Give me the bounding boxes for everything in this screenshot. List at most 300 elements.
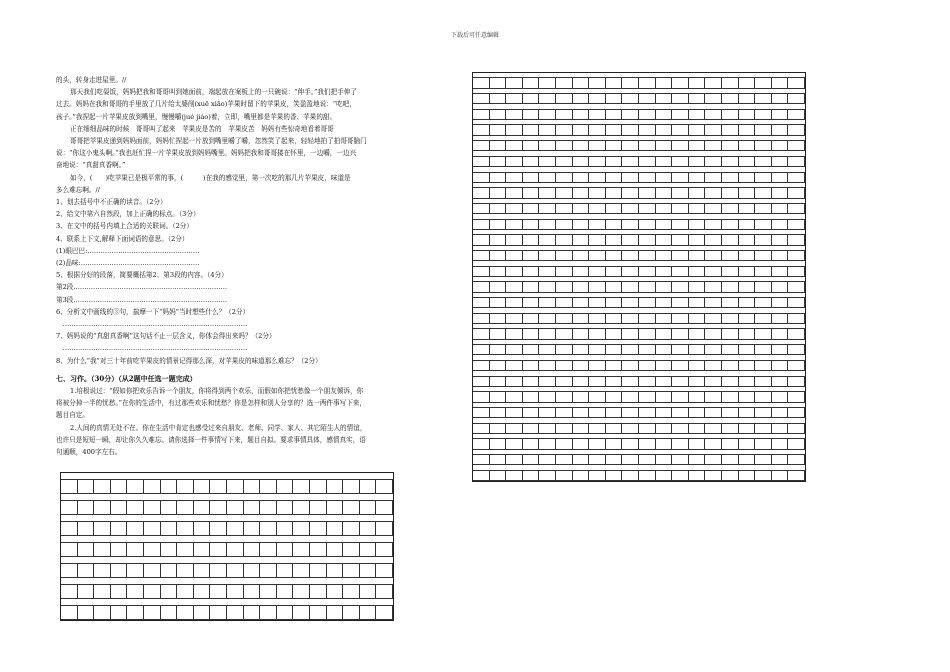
grid-cell <box>343 479 360 494</box>
grid-cell <box>473 470 490 481</box>
grid-cell <box>772 297 789 308</box>
grid-cell <box>194 521 211 536</box>
grid-cell <box>94 584 111 599</box>
grid-cell <box>589 266 606 277</box>
grid-cell <box>589 360 606 371</box>
grid-cell <box>656 313 673 324</box>
grid-cell <box>772 438 789 449</box>
grid-cell <box>78 542 95 557</box>
grid-cell <box>78 605 95 620</box>
grid-cell <box>227 542 244 557</box>
grid-cell <box>788 156 805 167</box>
grid-cell <box>473 297 490 308</box>
grid-cell <box>606 219 623 230</box>
grid-cell <box>772 124 789 135</box>
grid-cell <box>473 423 490 434</box>
grid-cell <box>639 203 656 214</box>
grid-cell <box>622 93 639 104</box>
grid-cell <box>755 407 772 418</box>
grid-cell <box>722 313 739 324</box>
grid-cell <box>639 391 656 402</box>
grid-cell <box>672 376 689 387</box>
grid-cell <box>705 219 722 230</box>
grid-cell <box>639 438 656 449</box>
grid-cell <box>473 77 490 88</box>
grid-cell <box>672 140 689 151</box>
text-line: 5、根据分好的段落，简要概括第2、第3段的内容。（4分） <box>56 271 228 280</box>
grid-cell <box>656 391 673 402</box>
grid-cell <box>506 470 523 481</box>
grid-cell <box>622 454 639 465</box>
grid-cell <box>788 203 805 214</box>
grid-cell <box>722 391 739 402</box>
grid-cell <box>127 605 144 620</box>
text-line: 4、联系上下文,解释下面词语的意思。（2分） <box>56 234 189 243</box>
grid-cell <box>490 140 507 151</box>
grid-cell <box>490 360 507 371</box>
grid-cell <box>705 77 722 88</box>
grid-cell <box>656 187 673 198</box>
grid-cell <box>606 203 623 214</box>
grid-cell <box>573 250 590 261</box>
grid-cell <box>739 376 756 387</box>
grid-cell <box>622 344 639 355</box>
grid-cell <box>210 542 227 557</box>
grid-cell <box>606 438 623 449</box>
grid-cell <box>689 407 706 418</box>
grid-cell <box>310 542 327 557</box>
grid-cell <box>772 281 789 292</box>
grid-cell <box>177 584 194 599</box>
grid-cell <box>705 391 722 402</box>
grid-cell <box>772 93 789 104</box>
grid-cell <box>739 360 756 371</box>
grid-cell <box>144 479 161 494</box>
grid-cell <box>722 250 739 261</box>
grid-cell <box>556 250 573 261</box>
grid-cell <box>656 328 673 339</box>
grid-cell <box>360 605 377 620</box>
grid-cell <box>672 93 689 104</box>
grid-cell <box>755 187 772 198</box>
grid-cell <box>722 281 739 292</box>
grid-cell <box>556 140 573 151</box>
grid-cell <box>589 203 606 214</box>
grid-cell <box>689 156 706 167</box>
grid-cell <box>539 172 556 183</box>
text-line: 6、分析文中画线的③句，揣摩一下“妈妈”当时想些什么？（2分） <box>56 307 250 316</box>
grid-cell <box>772 344 789 355</box>
grid-cell <box>622 172 639 183</box>
grid-cell <box>376 500 393 515</box>
grid-cell <box>556 297 573 308</box>
grid-cell <box>589 328 606 339</box>
grid-cell <box>490 344 507 355</box>
grid-cell <box>573 438 590 449</box>
grid-cell <box>622 297 639 308</box>
grid-cell <box>589 313 606 324</box>
grid-cell <box>127 500 144 515</box>
grid-cell <box>672 470 689 481</box>
grid-cell <box>788 407 805 418</box>
grid-cell <box>293 542 310 557</box>
grid-cell <box>573 454 590 465</box>
grid-cell <box>490 470 507 481</box>
grid-cell <box>672 266 689 277</box>
grid-cell <box>639 344 656 355</box>
grid-cell <box>755 438 772 449</box>
grid-cell <box>490 438 507 449</box>
grid-cell <box>606 454 623 465</box>
grid-cell <box>343 563 360 578</box>
grid-cell <box>473 93 490 104</box>
grid-cell <box>656 360 673 371</box>
grid-cell <box>772 250 789 261</box>
grid-cell <box>506 93 523 104</box>
grid-cell <box>210 584 227 599</box>
grid-cell <box>556 423 573 434</box>
grid-cell <box>788 360 805 371</box>
grid-cell <box>523 360 540 371</box>
grid-cell <box>705 313 722 324</box>
grid-cell <box>260 542 277 557</box>
grid-cell <box>111 584 128 599</box>
grid-cell <box>78 500 95 515</box>
grid-cell <box>573 407 590 418</box>
grid-cell <box>539 391 556 402</box>
grid-cell <box>739 438 756 449</box>
grid-cell <box>293 584 310 599</box>
grid-cell <box>755 328 772 339</box>
grid-cell <box>788 297 805 308</box>
grid-cell <box>573 172 590 183</box>
grid-cell <box>739 313 756 324</box>
grid-cell <box>523 376 540 387</box>
grid-cell <box>755 109 772 120</box>
grid-cell <box>360 542 377 557</box>
reading-passage-and-questions <box>56 74 456 458</box>
grid-cell <box>639 470 656 481</box>
grid-cell <box>506 328 523 339</box>
grid-cell <box>589 124 606 135</box>
grid-cell <box>639 266 656 277</box>
grid-cell <box>490 266 507 277</box>
grid-cell <box>705 281 722 292</box>
grid-cell <box>94 542 111 557</box>
grid-cell <box>622 376 639 387</box>
grid-cell <box>689 219 706 230</box>
grid-cell <box>639 219 656 230</box>
grid-cell <box>788 140 805 151</box>
grid-cell <box>310 500 327 515</box>
grid-cell <box>656 140 673 151</box>
grid-cell <box>506 376 523 387</box>
grid-cell <box>573 77 590 88</box>
grid-cell <box>227 584 244 599</box>
grid-cell <box>473 172 490 183</box>
grid-cell <box>656 281 673 292</box>
grid-cell <box>490 219 507 230</box>
grid-cell <box>523 266 540 277</box>
grid-cell <box>573 93 590 104</box>
grid-cell <box>788 109 805 120</box>
grid-cell <box>722 266 739 277</box>
grid-cell <box>376 542 393 557</box>
grid-cell <box>573 313 590 324</box>
grid-cell <box>78 521 95 536</box>
grid-cell <box>656 219 673 230</box>
grid-cell <box>127 563 144 578</box>
grid-cell <box>656 266 673 277</box>
grid-cell <box>573 297 590 308</box>
grid-cell <box>705 470 722 481</box>
grid-cell <box>689 266 706 277</box>
grid-cell <box>127 542 144 557</box>
grid-cell <box>523 407 540 418</box>
grid-cell <box>755 423 772 434</box>
grid-cell <box>260 521 277 536</box>
grid-cell <box>788 438 805 449</box>
grid-cell <box>556 234 573 245</box>
grid-cell <box>739 77 756 88</box>
grid-cell <box>473 109 490 120</box>
grid-cell <box>473 407 490 418</box>
text-line: 2、给文中第六自然段，加上正确的标点。（3分） <box>56 210 200 219</box>
grid-cell <box>194 500 211 515</box>
grid-cell <box>656 124 673 135</box>
grid-cell <box>506 391 523 402</box>
grid-cell <box>490 423 507 434</box>
grid-cell <box>556 470 573 481</box>
grid-cell <box>722 219 739 230</box>
grid-cell <box>556 438 573 449</box>
grid-cell <box>61 542 78 557</box>
grid-cell <box>177 605 194 620</box>
grid-cell <box>788 328 805 339</box>
grid-cell <box>94 563 111 578</box>
grid-cell <box>556 281 573 292</box>
grid-cell <box>506 438 523 449</box>
grid-cell <box>606 250 623 261</box>
grid-cell <box>689 109 706 120</box>
grid-cell <box>755 297 772 308</box>
grid-cell <box>277 521 294 536</box>
grid-cell <box>739 407 756 418</box>
grid-cell <box>556 93 573 104</box>
grid-cell <box>61 605 78 620</box>
text-line: 2.人间的真情无处不在。你在生活中肯定也感受过来自朋友、老师、同学、家人、其它陌生人的情谊， <box>70 423 367 432</box>
grid-cell <box>177 521 194 536</box>
grid-cell <box>573 328 590 339</box>
grid-cell <box>755 203 772 214</box>
grid-cell <box>506 423 523 434</box>
grid-cell <box>739 203 756 214</box>
grid-cell <box>376 584 393 599</box>
text-line: 句通顺，400字左右。 <box>56 448 122 457</box>
grid-cell <box>556 313 573 324</box>
grid-cell <box>506 109 523 120</box>
grid-cell <box>672 344 689 355</box>
grid-cell <box>556 203 573 214</box>
grid-cell <box>376 479 393 494</box>
grid-cell <box>689 77 706 88</box>
grid-cell <box>606 140 623 151</box>
grid-cell <box>310 479 327 494</box>
grid-cell <box>689 187 706 198</box>
grid-cell <box>523 203 540 214</box>
grid-cell <box>639 140 656 151</box>
grid-cell <box>772 172 789 183</box>
text-line: 正在细细品味的时候 哥哥叫了起来 苹果皮是苦的 苹果皮苦 妈妈有些惊奇地看着哥哥 <box>70 124 334 133</box>
grid-cell <box>755 266 772 277</box>
grid-cell <box>672 109 689 120</box>
grid-cell <box>327 521 344 536</box>
grid-cell <box>556 266 573 277</box>
grid-cell <box>788 344 805 355</box>
grid-cell <box>277 479 294 494</box>
grid-cell <box>490 391 507 402</box>
grid-cell <box>656 470 673 481</box>
grid-cell <box>672 407 689 418</box>
grid-cell <box>656 250 673 261</box>
grid-cell <box>210 500 227 515</box>
grid-cell <box>755 281 772 292</box>
grid-cell <box>589 93 606 104</box>
grid-cell <box>78 584 95 599</box>
grid-cell <box>722 140 739 151</box>
grid-cell <box>722 203 739 214</box>
grid-cell <box>210 563 227 578</box>
grid-cell <box>490 187 507 198</box>
grid-cell <box>772 187 789 198</box>
grid-cell <box>523 391 540 402</box>
grid-cell <box>622 438 639 449</box>
grid-cell <box>473 266 490 277</box>
grid-cell <box>539 219 556 230</box>
grid-cell <box>539 93 556 104</box>
text-line: 7、妈妈说的“真甜真香啊”这句话不止一层含义，你体会得出来吗？（2分） <box>56 332 276 341</box>
grid-cell <box>606 187 623 198</box>
grid-cell <box>539 187 556 198</box>
grid-cell <box>210 605 227 620</box>
grid-cell <box>277 584 294 599</box>
grid-cell <box>539 140 556 151</box>
grid-cell <box>573 124 590 135</box>
grid-cell <box>788 77 805 88</box>
grid-cell <box>506 281 523 292</box>
grid-cell <box>772 313 789 324</box>
grid-cell <box>376 521 393 536</box>
grid-cell <box>539 438 556 449</box>
grid-cell <box>506 124 523 135</box>
grid-cell <box>606 376 623 387</box>
grid-cell <box>656 423 673 434</box>
grid-cell <box>672 423 689 434</box>
text-line: 过去。妈妈在我和哥哥的手里放了几片给太婆削(xuē xiāo)苹果时留下的苹果皮，笑盈盈地说：“吃吧， <box>56 100 356 109</box>
grid-cell <box>788 187 805 198</box>
text-line: 多么难忘啊。// <box>56 185 101 194</box>
grid-cell <box>739 423 756 434</box>
grid-cell <box>506 297 523 308</box>
grid-cell <box>772 454 789 465</box>
grid-cell <box>606 423 623 434</box>
grid-cell <box>772 156 789 167</box>
grid-cell <box>360 521 377 536</box>
grid-cell <box>473 250 490 261</box>
grid-cell <box>672 281 689 292</box>
grid-cell <box>227 521 244 536</box>
grid-cell <box>473 187 490 198</box>
grid-cell <box>589 172 606 183</box>
grid-cell <box>739 109 756 120</box>
grid-cell <box>639 124 656 135</box>
grid-cell <box>589 297 606 308</box>
grid-cell <box>573 344 590 355</box>
grid-cell <box>705 203 722 214</box>
grid-cell <box>606 266 623 277</box>
grid-cell <box>656 156 673 167</box>
grid-cell <box>144 605 161 620</box>
grid-cell <box>739 187 756 198</box>
grid-cell <box>606 360 623 371</box>
grid-cell <box>672 187 689 198</box>
grid-cell <box>606 93 623 104</box>
grid-cell <box>672 454 689 465</box>
grid-cell <box>739 172 756 183</box>
grid-cell <box>539 423 556 434</box>
text-line: 1、划去括号中不正确的读音。（2分） <box>56 198 167 207</box>
grid-cell <box>689 438 706 449</box>
grid-cell <box>210 521 227 536</box>
grid-cell <box>310 521 327 536</box>
grid-cell <box>260 479 277 494</box>
grid-cell <box>772 423 789 434</box>
grid-cell <box>227 563 244 578</box>
grid-cell <box>506 219 523 230</box>
grid-cell <box>556 360 573 371</box>
grid-cell <box>589 156 606 167</box>
grid-cell <box>227 605 244 620</box>
grid-cell <box>606 281 623 292</box>
grid-cell <box>639 187 656 198</box>
grid-cell <box>755 93 772 104</box>
writing-grid-right <box>472 72 806 482</box>
grid-cell <box>260 563 277 578</box>
grid-cell <box>473 376 490 387</box>
grid-cell <box>656 454 673 465</box>
grid-cell <box>788 470 805 481</box>
text-line: 3、在文中的括号内填上合适的关联词。（2分） <box>56 222 193 231</box>
grid-cell <box>705 109 722 120</box>
grid-cell <box>739 281 756 292</box>
grid-cell <box>523 219 540 230</box>
grid-cell <box>705 360 722 371</box>
grid-cell <box>622 423 639 434</box>
grid-cell <box>772 328 789 339</box>
text-line: 那天我们吃晏饭，妈妈把我和哥哥叫到她面前，端起放在案板上的一只碗说：“伸手。”我们把手伸了 <box>70 88 357 97</box>
grid-cell <box>772 360 789 371</box>
grid-cell <box>473 438 490 449</box>
grid-cell <box>523 93 540 104</box>
grid-cell <box>244 563 261 578</box>
grid-cell <box>523 124 540 135</box>
grid-cell <box>672 203 689 214</box>
grid-cell <box>111 542 128 557</box>
grid-cell <box>705 187 722 198</box>
grid-cell <box>639 156 656 167</box>
grid-cell <box>506 266 523 277</box>
grid-cell <box>506 172 523 183</box>
